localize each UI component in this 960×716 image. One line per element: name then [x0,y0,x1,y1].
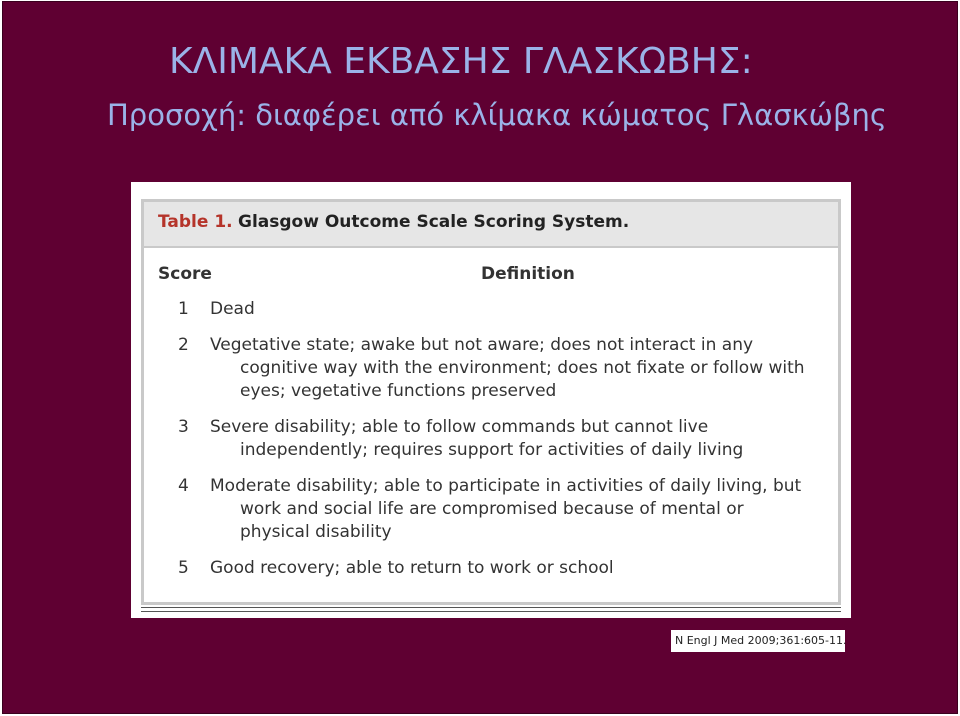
row-definition: Severe disability; able to follow commands but cannot live independently; requires support for activities of daily living [210,417,744,460]
table-row [144,334,838,403]
slide [2,1,958,714]
slide-title: ΚΛΙΜΑΚΑ ΕΚΒΑΣΗΣ ΓΛΑΣΚΩΒΗΣ: [169,41,753,82]
citation: N Engl J Med 2009;361:605-11. [671,630,845,652]
row-definition: Dead [210,299,255,319]
slide-subtitle: Προσοχή: διαφέρει από κλίμακα κώματος Γλασκώβης [107,98,887,132]
table-row [144,416,838,462]
row-definition: Moderate disability; able to participate in activities of daily living, but work and social life are compromised because of mental or physical disability [210,476,802,542]
table-row [144,557,838,580]
table-bottom-rule [141,607,841,612]
row-score: 3 [178,417,189,437]
table-caption [144,202,838,248]
column-header-definition: Definition [481,264,575,284]
row-score: 5 [178,558,189,578]
table-row [144,475,838,544]
column-header-score: Score [158,264,212,284]
outcome-scale-table [141,199,841,605]
row-score: 1 [178,299,189,319]
table-caption-text: Glasgow Outcome Scale Scoring System. [238,212,630,232]
table-caption-label: Table 1. [158,212,233,232]
table-body [144,298,838,593]
row-definition: Good recovery; able to return to work or school [210,558,614,578]
row-score: 4 [178,476,189,496]
row-score: 2 [178,335,189,355]
row-definition: Vegetative state; awake but not aware; does not interact in any cognitive way with the environment; does not fixate or follow with eyes; vegetative functions preserved [210,335,805,401]
table-image [131,182,851,618]
table-row [144,298,838,321]
